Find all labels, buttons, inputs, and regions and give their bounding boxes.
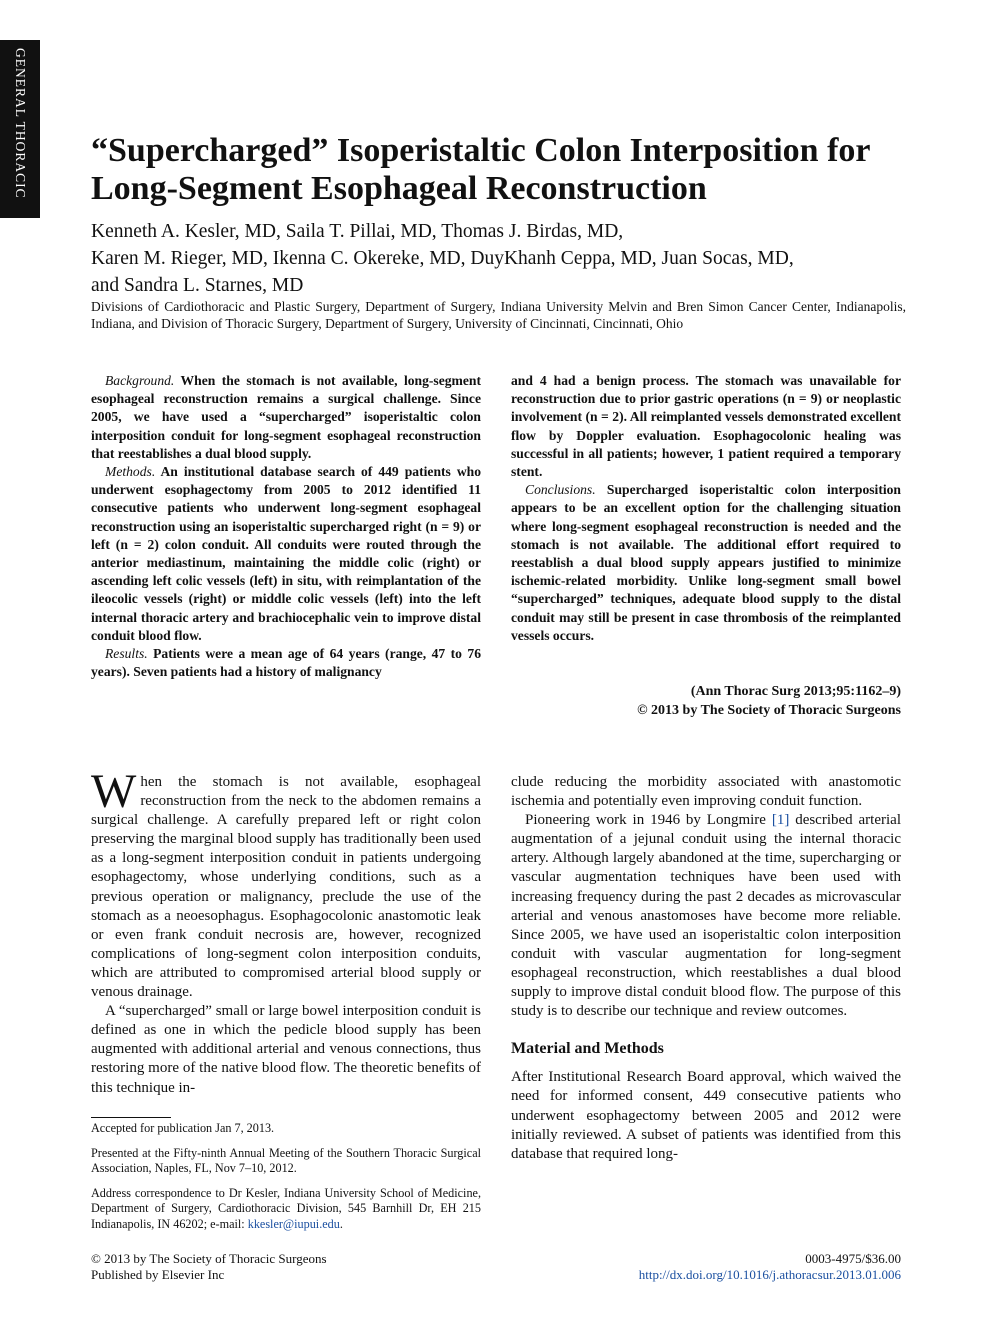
background-label: Background. (105, 373, 175, 388)
body-paragraph: After Institutional Research Board approval, which waived the need for informed consent, 449 consecutive patients who underwent esophagectomy between 2005 and 2012 were initially reviewed. A subset of patients was identified from this database that required long- (511, 1069, 901, 1162)
footnote-presented: Presented at the Fifty-ninth Annual Meeting of the Southern Thoracic Surgical Association, Naples, FL, Nov 7–10, 2012. (91, 1145, 481, 1175)
reference-link[interactable]: [1] (771, 812, 790, 829)
footer-right (511, 1251, 901, 1283)
affiliation: Divisions of Cardiothoracic and Plastic Surgery, Department of Surgery, Indiana University Melvin and Bren Simon Cancer Center, Indianapolis, Indiana, and Division of Thoracic Surgery, Department of Surgery, University of Cincinnati, Cincinnati, Ohio (91, 299, 906, 331)
section-side-tab (0, 40, 40, 218)
body-right-column (511, 773, 901, 1164)
abstract-methods: Methods. An institutional database search of 449 patients who underwent esophagectomy from 2005 to 2012 identified 11 consecutive patients who underwent long-segment esophageal reconstruction using an isoperistaltic supercharged right (n = 9) or left (n = 2) colon conduit. All conduits were routed through the anterior mediastinum, maintaining the middle colic (right) or ascending left colic vessels (left) in situ, with reimplantation of the ileocolic vessels (right) or middle colic vessels (left) into the left internal thoracic artery and brachiocephalic vein to improve distal conduit blood flow. (91, 464, 481, 643)
footer-left (91, 1251, 481, 1283)
footnotes (91, 1121, 481, 1241)
doi-link[interactable]: http://dx.doi.org/10.1016/j.athoracsur.2013.01.006 (638, 1267, 901, 1282)
section-heading: Material and Methods (511, 1040, 664, 1058)
conclusions-label: Conclusions. (525, 482, 596, 498)
journal-citation: (Ann Thorac Surg 2013;95:1162–9) (690, 684, 901, 699)
email-link[interactable]: kkesler@iupui.edu (247, 1216, 340, 1231)
citation-copyright: © 2013 by The Society of Thoracic Surgeons (637, 703, 901, 718)
author-line-2: Karen M. Rieger, MD, Ikenna C. Okereke, MD, DuyKhanh Ceppa, MD, Juan Socas, MD, (91, 248, 794, 269)
author-list (91, 218, 911, 299)
body-paragraph: Pioneering work in 1946 by Longmire [1] described arterial augmentation of a jejunal conduit using the internal thoracic artery. Although largely abandoned at the time, supercharging or vascular augmentation techniques have been used with increasing frequency during the past 2 decades as microvascular arterial and venous anastomoses have become more reliable. Since 2005, we have used an isoperistaltic colon interposition conduit with vascular augmentation for long-segment esophageal reconstruction, which reestablishes a dual blood supply to improve distal conduit blood flow. The purpose of this study is to describe our technique and review outcomes. (511, 812, 901, 1020)
abstract-right-column (511, 372, 901, 645)
abstract-conclusions: Conclusions. Supercharged isoperistaltic colon interposition appears to be an excellent option for the challenging situation where long-segment esophageal reconstruction is needed and the stomach is not available. The additional effort required to reestablish a dual blood supply appears justified to minimize ischemic-related morbidity. Unlike long-segment small bowel “supercharged” techniques, adequate blood supply to the distal conduit may still be present in case thrombosis of the reimplanted vessels occurs. (511, 482, 901, 643)
footnote-accepted: Accepted for publication Jan 7, 2013. (91, 1121, 275, 1135)
footer-issn: 0003-4975/$36.00 (805, 1251, 901, 1266)
results-label: Results. (105, 646, 148, 662)
footer-copyright: © 2013 by The Society of Thoracic Surgeons (91, 1251, 327, 1266)
footer-publisher: Published by Elsevier Inc (91, 1267, 225, 1282)
citation-block (511, 682, 901, 720)
side-tab-label: GENERAL THORACIC (13, 48, 28, 199)
body-paragraph: When the stomach is not available, esophageal reconstruction from the neck to the abdomen remains a surgical challenge. A carefully prepared left or right colon preserving the marginal blood supply has traditionally been used as a long-segment interposition conduit in patients undergoing esophagectomy, whose underlying conditions, such as a previous operation or malignancy, preclude the use of the stomach as a neoesophagus. Esophagocolonic anastomotic leak or even frank conduit necrosis are, however, recognized complications of long-segment colon interposition conduits, which are attributed to compromised arterial blood supply or venous drainage. (91, 765, 481, 1001)
abstract-background: Background. When the stomach is not available, long-segment esophageal reconstruction remains a surgical challenge. Since 2005, we have used a “supercharged” isoperistaltic colon interposition conduit for long-segment esophageal reconstruction that reestablishes a dual blood supply. (91, 373, 481, 461)
footnote-address: Address correspondence to Dr Kesler, Indiana University School of Medicine, Department of Surgery, Cardiothoracic Division, 545 Barnhill Dr, EH 215 Indianapolis, IN 46202; e-mail: kkesler@iupui.edu. (91, 1185, 481, 1231)
article-title: “Supercharged” Isoperistaltic Colon Interposition for Long-Segment Esophageal Reconstruction (91, 132, 870, 207)
body-paragraph: A “supercharged” small or large bowel interposition conduit is defined as one in which the pedicle blood supply has been augmented with additional arterial and venous connections, thus restoring more of the native blood flow. The theoretic benefits of this technique in- (91, 1003, 481, 1096)
drop-cap: W (91, 765, 137, 818)
body-left-column (91, 765, 481, 1098)
body-paragraph: clude reducing the morbidity associated with anastomotic ischemia and potentially even improving conduit function. (511, 774, 901, 810)
author-line-1: Kenneth A. Kesler, MD, Saila T. Pillai, MD, Thomas J. Birdas, MD, (91, 221, 624, 242)
footnote-divider (91, 1117, 171, 1118)
abstract-results-continued: and 4 had a benign process. The stomach was unavailable for reconstruction due to prior gastric operations (n = 9) or neoplastic involvement (n = 2). All reimplanted vessels demonstrated excellent flow by Doppler evaluation. Esophagocolonic healing was successful in all patients; however, 1 patient required a temporary stent. (511, 373, 901, 480)
author-line-3: and Sandra L. Starnes, MD (91, 275, 304, 296)
abstract-results: Results. Patients were a mean age of 64 years (range, 47 to 76 years). Seven patients had a history of malignancy (91, 646, 481, 680)
methods-label: Methods. (105, 464, 156, 480)
abstract-left-column (91, 372, 481, 681)
